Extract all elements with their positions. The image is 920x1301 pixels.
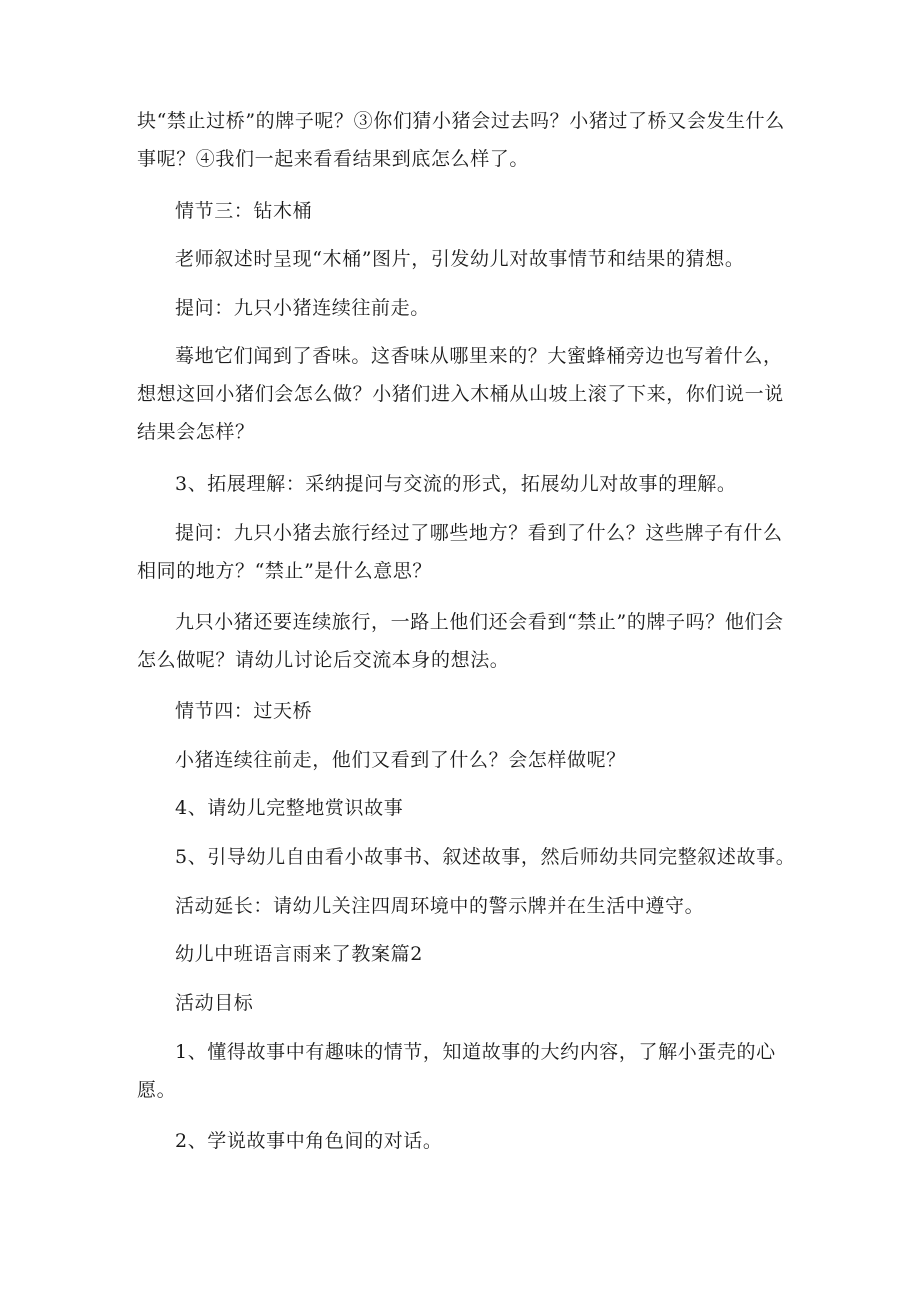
- paragraph-section-title: 幼儿中班语言雨来了教案篇2: [175, 943, 423, 965]
- paragraph-step-five: 5、引导幼儿自由看小故事书、叙述故事，然后师幼共同完整叙述故事。: [175, 846, 796, 868]
- paragraph-plot-three-heading: 情节三：钻木桶: [175, 200, 313, 222]
- paragraph-step-four: 4、请幼儿完整地赏识故事: [175, 797, 404, 819]
- paragraph-activity-extension: 活动延长：请幼儿关注四周环境中的警示牌并在生活中遵守。: [175, 895, 705, 917]
- paragraph-goal-two: 2、学说故事中角色间的对话。: [175, 1130, 443, 1152]
- paragraph-barrel-picture: 老师叙述时呈现“木桶”图片，引发幼儿对故事情节和结果的猜想。: [175, 248, 745, 270]
- paragraph-question-walk: 提问：九只小猪连续往前走。: [175, 297, 430, 319]
- paragraph-step-three: 3、拓展理解：采纳提问与交流的形式，拓展幼儿对故事的理解。: [175, 473, 737, 495]
- paragraph-activity-goals: 活动目标: [175, 992, 254, 1014]
- paragraph-smell-scene: 蓦地它们闻到了香味。这香味从哪里来的？大蜜蜂桶旁边也写着什么，想想这回小猪们会怎么做？小猪们进入木桶从山坡上滚了下来，你们说一说结果会怎样？: [137, 345, 784, 443]
- paragraph-question-places: 提问：九只小猪去旅行经过了哪些地方？看到了什么？这些牌子有什么相同的地方？“禁止”是什么意思？: [137, 522, 783, 582]
- paragraph-continuation: 块“禁止过桥”的牌子呢？③你们猜小猪会过去吗？小猪过了桥又会发生什么事呢？④我们一起来看看结果到底怎么样了。: [137, 110, 785, 170]
- paragraph-continue-travel: 九只小猪还要连续旅行，一路上他们还会看到“禁止”的牌子吗？他们会怎么做呢？请幼儿讨论后交流本身的想法。: [137, 611, 784, 671]
- paragraph-goal-one: 1、懂得故事中有趣味的情节，知道故事的大约内容，了解小蛋壳的心愿。: [137, 1041, 776, 1101]
- paragraph-plot-four-heading: 情节四：过天桥: [175, 700, 313, 722]
- paragraph-what-next: 小猪连续往前走，他们又看到了什么？会怎样做呢？: [175, 749, 626, 771]
